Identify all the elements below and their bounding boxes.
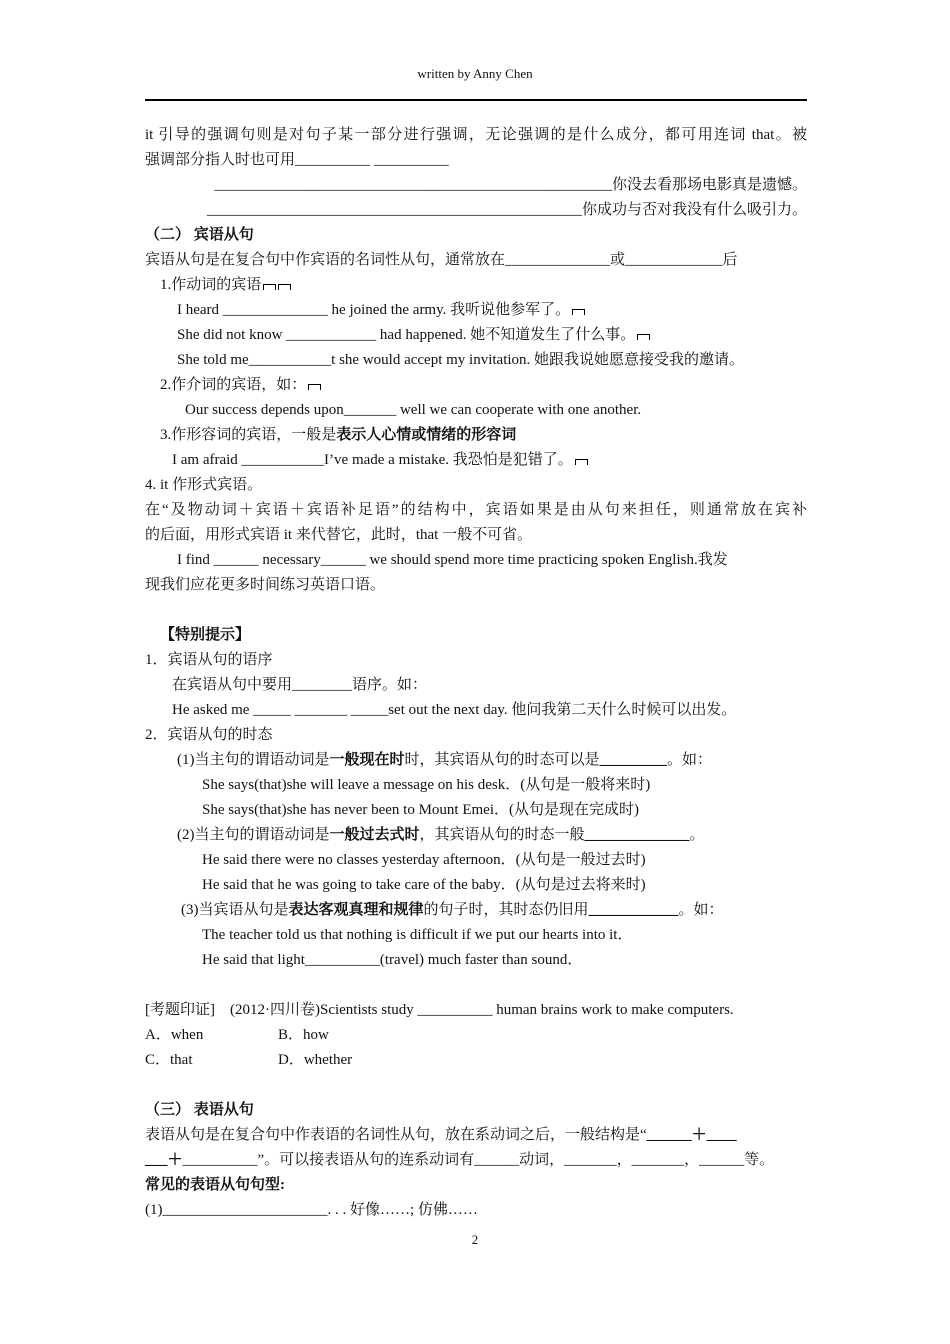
rule-text: 。如：: [667, 752, 713, 768]
pattern-item: (1)______________________. . . 好像……; 仿佛……: [145, 1202, 478, 1218]
section-intro: 宾语从句是在复合句中作宾语的名词性从句，通常放在______________或_____________后: [145, 252, 738, 268]
bold-term: 一般现在时: [329, 752, 405, 768]
example-sentence: [145, 323, 807, 348]
point-text: 3.作形容词的宾语，一般是: [160, 427, 337, 443]
point-text: 1.作动词的宾语: [160, 277, 262, 293]
rule-text: 。如：: [678, 902, 724, 918]
paragraph-line: [145, 1123, 807, 1148]
tense-rule: [145, 898, 807, 923]
answer-blank: ___＋: [145, 1152, 183, 1168]
answer-options-row: [145, 1048, 807, 1073]
rule-text: (2)当主句的谓语动词是: [177, 827, 330, 843]
page-header: written by Anny Chen: [417, 66, 533, 81]
example-sentence: She says(that)she has never been to Mount Emei．(从句是现在完成时): [202, 802, 640, 818]
edit-mark-icon: [278, 284, 291, 290]
exam-question: [考题印证] (2012·四川卷)Scientists study __________ human brains work to make computers.: [145, 1002, 734, 1018]
rule-text: 。: [689, 827, 705, 843]
section-title-predicative-clause: （三） 表语从句: [145, 1102, 254, 1118]
example-sentence: He asked me _____ _______ _____set out the next day. 他问我第二天什么时候可以出发。: [172, 702, 737, 718]
example-sentence: [145, 448, 807, 473]
page-number: 2: [471, 1232, 479, 1247]
option-a: A．when: [145, 1027, 204, 1043]
example-sentence: [145, 298, 807, 323]
answer-options-row: [145, 1023, 807, 1048]
example-sentence: He said there were no classes yesterday afternoon．(从句是一般过去时): [202, 852, 646, 868]
tense-rule: [145, 748, 807, 773]
answer-blank: ______________: [584, 827, 690, 843]
paragraph-line: 的后面，用形式宾语 it 来代替它，此时，that 一般不可省。: [145, 527, 533, 543]
paragraph-line: it 引导的强调句则是对句子某一部分进行强调，无论强调的是什么成分，都可用连词 that。被: [145, 127, 807, 143]
answer-blank: ____________: [588, 902, 679, 918]
rule-text: (1)当主句的谓语动词是: [177, 752, 330, 768]
example-sentence: He said that he was going to take care of the baby．(从句是过去将来时): [202, 877, 646, 893]
special-tips-title: 【特别提示】: [160, 627, 251, 643]
option-d: D．whether: [278, 1052, 353, 1068]
edit-mark-icon: [308, 384, 321, 390]
tip-heading: 2．宾语从句的时态: [145, 727, 273, 743]
spacer: [145, 973, 807, 998]
paragraph-text: 表语从句是在复合句中作表语的名词性从句，放在系动词之后，一般结构是“: [145, 1127, 647, 1143]
section-title-object-clause: （二） 宾语从句: [145, 227, 254, 243]
rule-text: (3)当宾语从句是: [181, 902, 289, 918]
bold-term: 表示人心情或情绪的形容词: [336, 427, 517, 443]
answer-blank: __________: [182, 1152, 258, 1168]
example-sentence: Our success depends upon_______ well we can cooperate with one another.: [185, 402, 642, 418]
example-sentence: 现我们应花更多时间练习英语口语。: [145, 577, 386, 593]
edit-mark-icon: [637, 334, 650, 340]
point-text: 2.作介词的宾语，如：: [160, 377, 307, 393]
example-text: I heard ______________ he joined the army. 我听说他参军了。: [177, 302, 571, 318]
exercise-line: [145, 173, 807, 198]
exercise-line: [145, 198, 807, 223]
spacer: [145, 598, 807, 623]
paragraph-line: [145, 1148, 807, 1173]
exercise-text: __________________________________________________你成功与否对我没有什么吸引力。: [206, 202, 807, 218]
point-heading: [145, 273, 807, 298]
edit-mark-icon: [263, 284, 276, 290]
rule-text: 的句子时，其时态仍旧用: [423, 902, 589, 918]
answer-blank: ______＋____: [646, 1127, 737, 1143]
bold-term: 一般过去式时: [329, 827, 420, 843]
edit-mark-icon: [575, 459, 588, 465]
example-sentence: He said that light__________(travel) much faster than sound．: [202, 952, 583, 968]
example-sentence: The teacher told us that nothing is difficult if we put our hearts into it．: [202, 927, 633, 943]
tip-description: 在宾语从句中要用________语序。如：: [172, 677, 428, 693]
point-heading: 4. it 作形式宾语。: [145, 477, 263, 493]
bold-term: 表达客观真理和规律: [288, 902, 424, 918]
common-patterns-heading: 常见的表语从句句型:: [145, 1177, 285, 1193]
example-sentence: I find ______ necessary______ we should spend more time practicing spoken English.我发: [177, 552, 728, 568]
example-sentence: She told me___________t she would accept my invitation. 她跟我说她愿意接受我的邀请。: [177, 352, 745, 368]
exercise-text: _____________________________________________________你没去看那场电影真是遗憾。: [214, 177, 807, 193]
example-text: She did not know ____________ had happened. 她不知道发生了什么事。: [177, 327, 636, 343]
option-c: C．that: [145, 1052, 193, 1068]
rule-text: ，其宾语从句的时态一般: [419, 827, 585, 843]
document-body: [145, 123, 807, 1223]
header-divider: [145, 99, 807, 101]
rule-text: 时，其宾语从句的时态可以是: [404, 752, 600, 768]
paragraph-line: 强调部分指人时也可用__________ __________: [145, 152, 449, 168]
edit-mark-icon: [572, 309, 585, 315]
example-text: I am afraid ___________I’ve made a mistake. 我恐怕是犯错了。: [172, 452, 573, 468]
tense-rule: [145, 823, 807, 848]
example-sentence: She says(that)she will leave a message on his desk．(从句是一般将来时): [202, 777, 651, 793]
point-heading: [145, 423, 807, 448]
answer-blank: _________: [599, 752, 668, 768]
tip-heading: 1．宾语从句的语序: [145, 652, 273, 668]
paragraph-line: 在“及物动词＋宾语＋宾语补足语”的结构中，宾语如果是由从句来担任，则通常放在宾补: [145, 502, 807, 518]
paragraph-text: ”。可以接表语从句的连系动词有______动词，_______，_______，______等。: [257, 1152, 775, 1168]
spacer: [145, 1073, 807, 1098]
point-heading: [145, 373, 807, 398]
option-b: B．how: [278, 1027, 329, 1043]
